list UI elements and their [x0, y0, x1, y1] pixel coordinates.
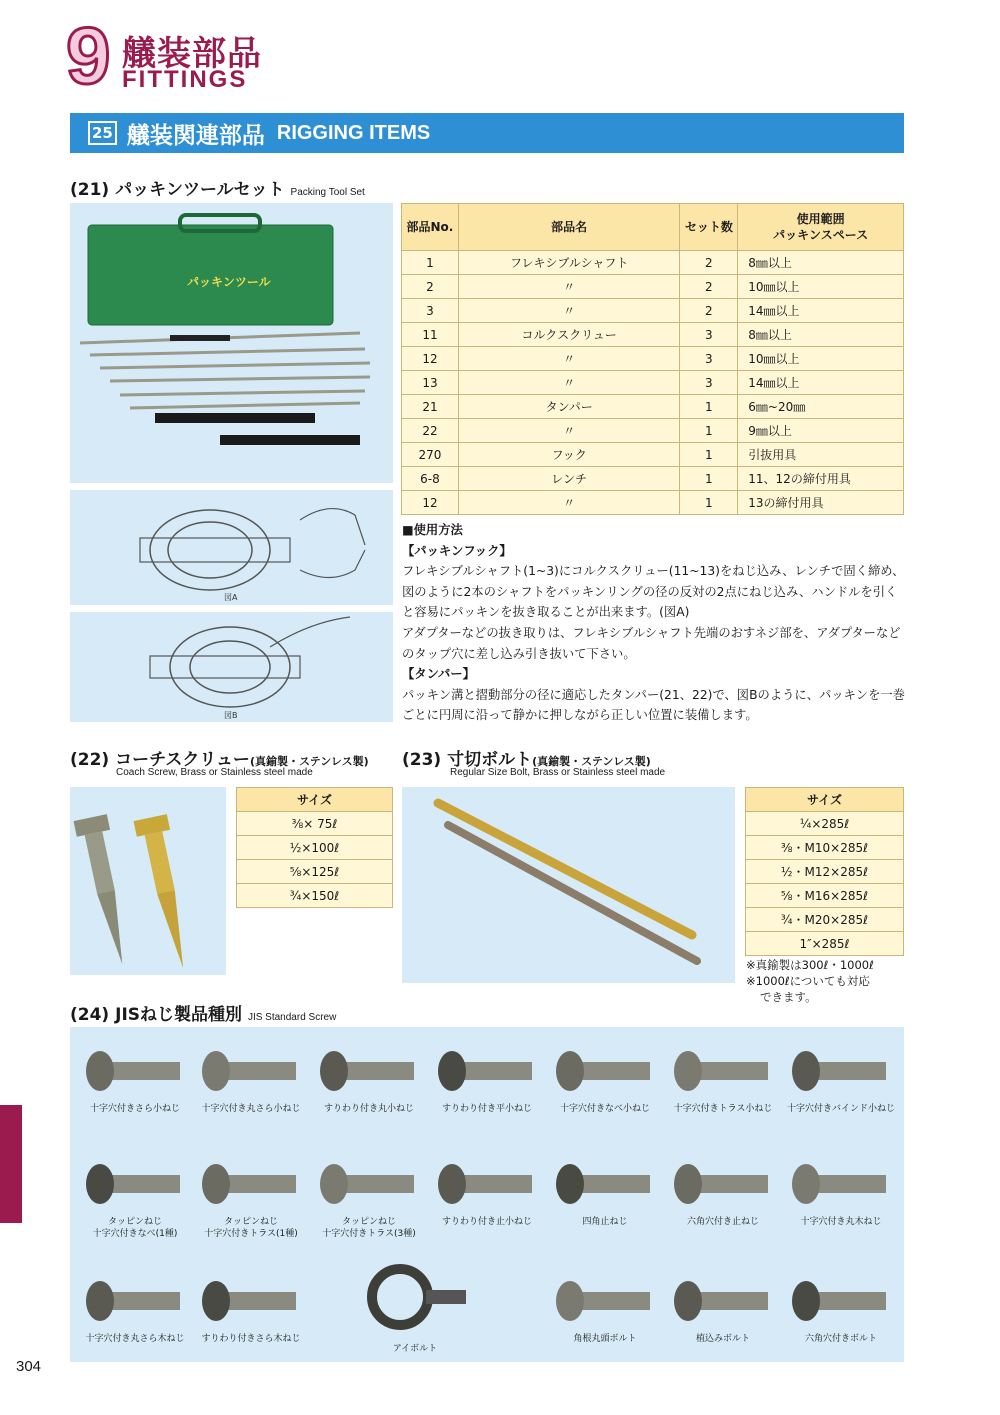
- table-cell: 12: [402, 347, 459, 371]
- screw-image: [80, 1267, 190, 1333]
- table-cell: 14㎜以上: [738, 371, 904, 395]
- screw-label: 十字穴付きさら小ねじ: [89, 1104, 180, 1114]
- jis-screw-item: [80, 1150, 190, 1240]
- table-cell: 1: [402, 251, 459, 275]
- section22-title-suffix: (真鍮製・ステンレス製): [249, 755, 369, 768]
- coach-screw-photo: [70, 787, 226, 975]
- size-header: サイズ: [746, 788, 904, 812]
- table-cell: 〃: [458, 275, 679, 299]
- usage-subheading-tamper: 【タンパー】: [402, 667, 475, 682]
- table-cell: 2: [680, 275, 738, 299]
- size-cell: ⅝×125ℓ: [237, 860, 393, 884]
- jis-screw-item: [786, 1037, 896, 1115]
- section-banner: [70, 113, 904, 153]
- usage-heading: ■使用方法: [402, 523, 463, 537]
- screw-image: [80, 1037, 190, 1103]
- screw-image: [432, 1037, 542, 1103]
- banner-title-en: RIGGING ITEMS: [276, 121, 431, 144]
- table-cell: フレキシブルシャフト: [458, 251, 679, 275]
- table-cell: 〃: [458, 347, 679, 371]
- table-row: [402, 443, 904, 467]
- table-row: [402, 275, 904, 299]
- table-cell: 〃: [458, 419, 679, 443]
- regular-bolt-size-table: [745, 787, 904, 956]
- table-cell: 3: [680, 347, 738, 371]
- banner-number: 25: [88, 121, 117, 145]
- table-cell: 13: [402, 371, 459, 395]
- screw-image: [314, 1037, 424, 1103]
- table-row: [402, 491, 904, 515]
- table-cell: 3: [402, 299, 459, 323]
- table-cell: 2: [680, 251, 738, 275]
- table-cell: 6㎜~20㎜: [738, 395, 904, 419]
- table-cell: 8㎜以上: [738, 323, 904, 347]
- screw-label: 六角穴付きボルト: [804, 1334, 877, 1344]
- table-cell: 8㎜以上: [738, 251, 904, 275]
- jis-screw-item: [786, 1150, 896, 1228]
- table-cell: 11: [402, 323, 459, 347]
- table-cell: 1: [680, 419, 738, 443]
- screw-image: [196, 1267, 306, 1333]
- screw-label: 六角穴付き止ねじ: [686, 1217, 759, 1227]
- screw-label: 十字穴付き丸木ねじ: [800, 1217, 882, 1227]
- screw-label: すりわり付きさら木ねじ: [201, 1334, 301, 1344]
- jis-screw-item: [196, 1267, 306, 1345]
- screw-image: [550, 1150, 660, 1216]
- figure-a-caption: 図A: [224, 593, 238, 602]
- table-row: [402, 299, 904, 323]
- screw-image: [668, 1267, 778, 1333]
- screw-label: 十字穴付きなべ小ねじ: [559, 1104, 650, 1114]
- table-cell: 10㎜以上: [738, 347, 904, 371]
- bolt-note-1: ※真鍮製は300ℓ・1000ℓ: [746, 958, 874, 972]
- figure-a: [70, 490, 393, 605]
- screw-label: 十字穴付き丸さら木ねじ: [85, 1334, 185, 1344]
- jis-screw-item: [550, 1267, 660, 1345]
- section22-subtitle: Coach Screw, Brass or Stainless steel made: [116, 767, 313, 778]
- jis-screw-item: [668, 1267, 778, 1345]
- chapter-title-en: FITTINGS: [122, 66, 248, 93]
- size-cell: ¾・M20×285ℓ: [746, 908, 904, 932]
- table-cell: 〃: [458, 299, 679, 323]
- coach-screw-size-table: [236, 787, 393, 908]
- section23-title-suffix: (真鍮製・ステンレス製): [532, 755, 651, 768]
- table-cell: 13の締付用具: [738, 491, 904, 515]
- table-header: セット数: [680, 204, 738, 251]
- jis-screw-item: [80, 1037, 190, 1115]
- screw-image: [550, 1267, 660, 1333]
- table-cell: レンチ: [458, 467, 679, 491]
- screw-image: [314, 1150, 424, 1216]
- figure-b: [70, 612, 393, 722]
- table-cell: 引抜用具: [738, 443, 904, 467]
- section24-title-en: JIS Standard Screw: [247, 1012, 337, 1023]
- table-cell: 11、12の締付用具: [738, 467, 904, 491]
- table-header: 部品No.: [402, 204, 459, 251]
- usage-paragraph: フレキシブルシャフト(1~3)にコルクスクリュー(11~13)をねじ込み、レンチで固く締め、図のように2本のシャフトをパッキンリングの径の反対の2点にねじ込み、ハンドルを引くと容易にパッキンを抜き取ることが出来ます。(図A): [402, 564, 905, 620]
- bolt-note-3: できます。: [760, 990, 817, 1004]
- screw-image: [786, 1037, 896, 1103]
- table-row: [402, 347, 904, 371]
- screw-image: [360, 1257, 470, 1343]
- screw-label: 十字穴付き丸さら小ねじ: [201, 1104, 301, 1114]
- table-cell: タンパー: [458, 395, 679, 419]
- regular-bolt-photo: [402, 787, 735, 983]
- size-cell: ⅜× 75ℓ: [237, 812, 393, 836]
- table-row: [402, 323, 904, 347]
- table-cell: 1: [680, 443, 738, 467]
- table-cell: フック: [458, 443, 679, 467]
- screw-label: 角根丸頭ボルト: [573, 1334, 637, 1344]
- table-row: [402, 371, 904, 395]
- section23-subtitle: Regular Size Bolt, Brass or Stainless steel made: [450, 767, 666, 778]
- chapter-title-jp: 艤装部品: [122, 34, 262, 74]
- section24-title: [70, 1000, 336, 1025]
- screw-image: [668, 1037, 778, 1103]
- section22-title-jp: (22) コーチスクリュー: [70, 750, 250, 770]
- screw-label: 四角止ねじ: [582, 1217, 628, 1227]
- table-cell: 2: [680, 299, 738, 323]
- table-row: [402, 419, 904, 443]
- size-cell: ⅜・M10×285ℓ: [746, 836, 904, 860]
- jis-screw-item: [668, 1150, 778, 1228]
- jis-screw-panel: [70, 1027, 904, 1362]
- screw-label: タッピンねじ 十字穴付きトラス(1種): [204, 1217, 298, 1239]
- table-cell: 14㎜以上: [738, 299, 904, 323]
- jis-screw-item: [668, 1037, 778, 1115]
- table-cell: 〃: [458, 371, 679, 395]
- jis-screw-item: [314, 1037, 424, 1115]
- screw-label: タッピンねじ 十字穴付きトラス(3種): [322, 1217, 416, 1239]
- screw-label: すりわり付き止小ねじ: [441, 1217, 532, 1227]
- screw-label: アイボルト: [392, 1344, 438, 1354]
- table-cell: 1: [680, 491, 738, 515]
- table-header: 部品名: [458, 204, 679, 251]
- chapter-side-tab: [0, 1105, 22, 1223]
- screw-image: [80, 1150, 190, 1216]
- screw-image: [550, 1037, 660, 1103]
- screw-image: [668, 1150, 778, 1216]
- usage-paragraph: パッキン溝と摺動部分の径に適応したタンパー(21、22)で、図Bのように、パッキンを一巻ごとに円周に沿って静かに押しながら正しい位置に装備します。: [402, 687, 905, 723]
- case-label: パッキンツール: [187, 275, 271, 289]
- size-header: サイズ: [237, 788, 393, 812]
- section21-title-jp: (21) パッキンツールセット: [70, 180, 285, 200]
- section23-title-jp: (23) 寸切ボルト: [402, 750, 533, 770]
- usage-instructions: [402, 520, 907, 726]
- figure-b-caption: 図B: [224, 711, 238, 720]
- screw-label: タッピンねじ 十字穴付きなべ(1種): [92, 1217, 178, 1239]
- jis-screw-item: [550, 1150, 660, 1228]
- size-cell: ½×100ℓ: [237, 836, 393, 860]
- section21-title-en: Packing Tool Set: [290, 187, 365, 198]
- screw-image: [432, 1150, 542, 1216]
- usage-paragraph: アダプターなどの抜き取りは、フレキシブルシャフト先端のおすネジ部を、アダプターなどのタップ穴に差し込み引き抜いて下さい。: [402, 625, 901, 661]
- page-number: 304: [16, 1358, 42, 1375]
- table-cell: 6-8: [402, 467, 459, 491]
- table-row: [402, 251, 904, 275]
- table-cell: 2: [402, 275, 459, 299]
- jis-screw-item: [360, 1257, 470, 1355]
- banner-title-jp: 艤装関連部品: [126, 122, 265, 149]
- chapter-number: 9: [66, 11, 111, 100]
- packing-tool-table: [401, 203, 904, 515]
- table-cell: 12: [402, 491, 459, 515]
- size-cell: ¾×150ℓ: [237, 884, 393, 908]
- size-cell: 1″×285ℓ: [746, 932, 904, 956]
- table-cell: 3: [680, 371, 738, 395]
- screw-label: 十字穴付きトラス小ねじ: [673, 1104, 773, 1114]
- jis-screw-item: [550, 1037, 660, 1115]
- usage-subheading-hook: 【パッキンフック】: [402, 543, 512, 558]
- size-cell: ½・M12×285ℓ: [746, 860, 904, 884]
- size-cell: ¼×285ℓ: [746, 812, 904, 836]
- jis-screw-item: [432, 1150, 542, 1228]
- table-cell: 3: [680, 323, 738, 347]
- screw-image: [786, 1150, 896, 1216]
- screw-label: すりわり付き平小ねじ: [441, 1104, 532, 1114]
- table-cell: 270: [402, 443, 459, 467]
- table-cell: 9㎜以上: [738, 419, 904, 443]
- screw-label: 十字穴付きバインド小ねじ: [786, 1104, 895, 1114]
- jis-screw-item: [314, 1150, 424, 1240]
- jis-screw-item: [196, 1150, 306, 1240]
- size-cell: ⅝・M16×285ℓ: [746, 884, 904, 908]
- screw-image: [196, 1150, 306, 1216]
- jis-screw-item: [786, 1267, 896, 1345]
- table-row: [402, 395, 904, 419]
- table-cell: 〃: [458, 491, 679, 515]
- packing-tool-photo: [70, 203, 393, 483]
- table-header: 使用範囲 パッキンスペース: [738, 204, 904, 251]
- table-row: [402, 467, 904, 491]
- jis-screw-item: [196, 1037, 306, 1115]
- screw-label: 植込みボルト: [695, 1334, 750, 1344]
- jis-screw-item: [80, 1267, 190, 1345]
- table-cell: 21: [402, 395, 459, 419]
- screw-label: すりわり付き丸小ねじ: [323, 1104, 414, 1114]
- section24-title-jp: (24) JISねじ製品種別: [70, 1005, 243, 1025]
- table-cell: 22: [402, 419, 459, 443]
- screw-image: [786, 1267, 896, 1333]
- section21-title: [70, 175, 365, 200]
- screw-image: [196, 1037, 306, 1103]
- table-cell: 1: [680, 467, 738, 491]
- table-cell: コルクスクリュー: [458, 323, 679, 347]
- table-cell: 1: [680, 395, 738, 419]
- jis-screw-item: [432, 1037, 542, 1115]
- table-cell: 10㎜以上: [738, 275, 904, 299]
- bolt-note-2: ※1000ℓについても対応: [746, 974, 870, 988]
